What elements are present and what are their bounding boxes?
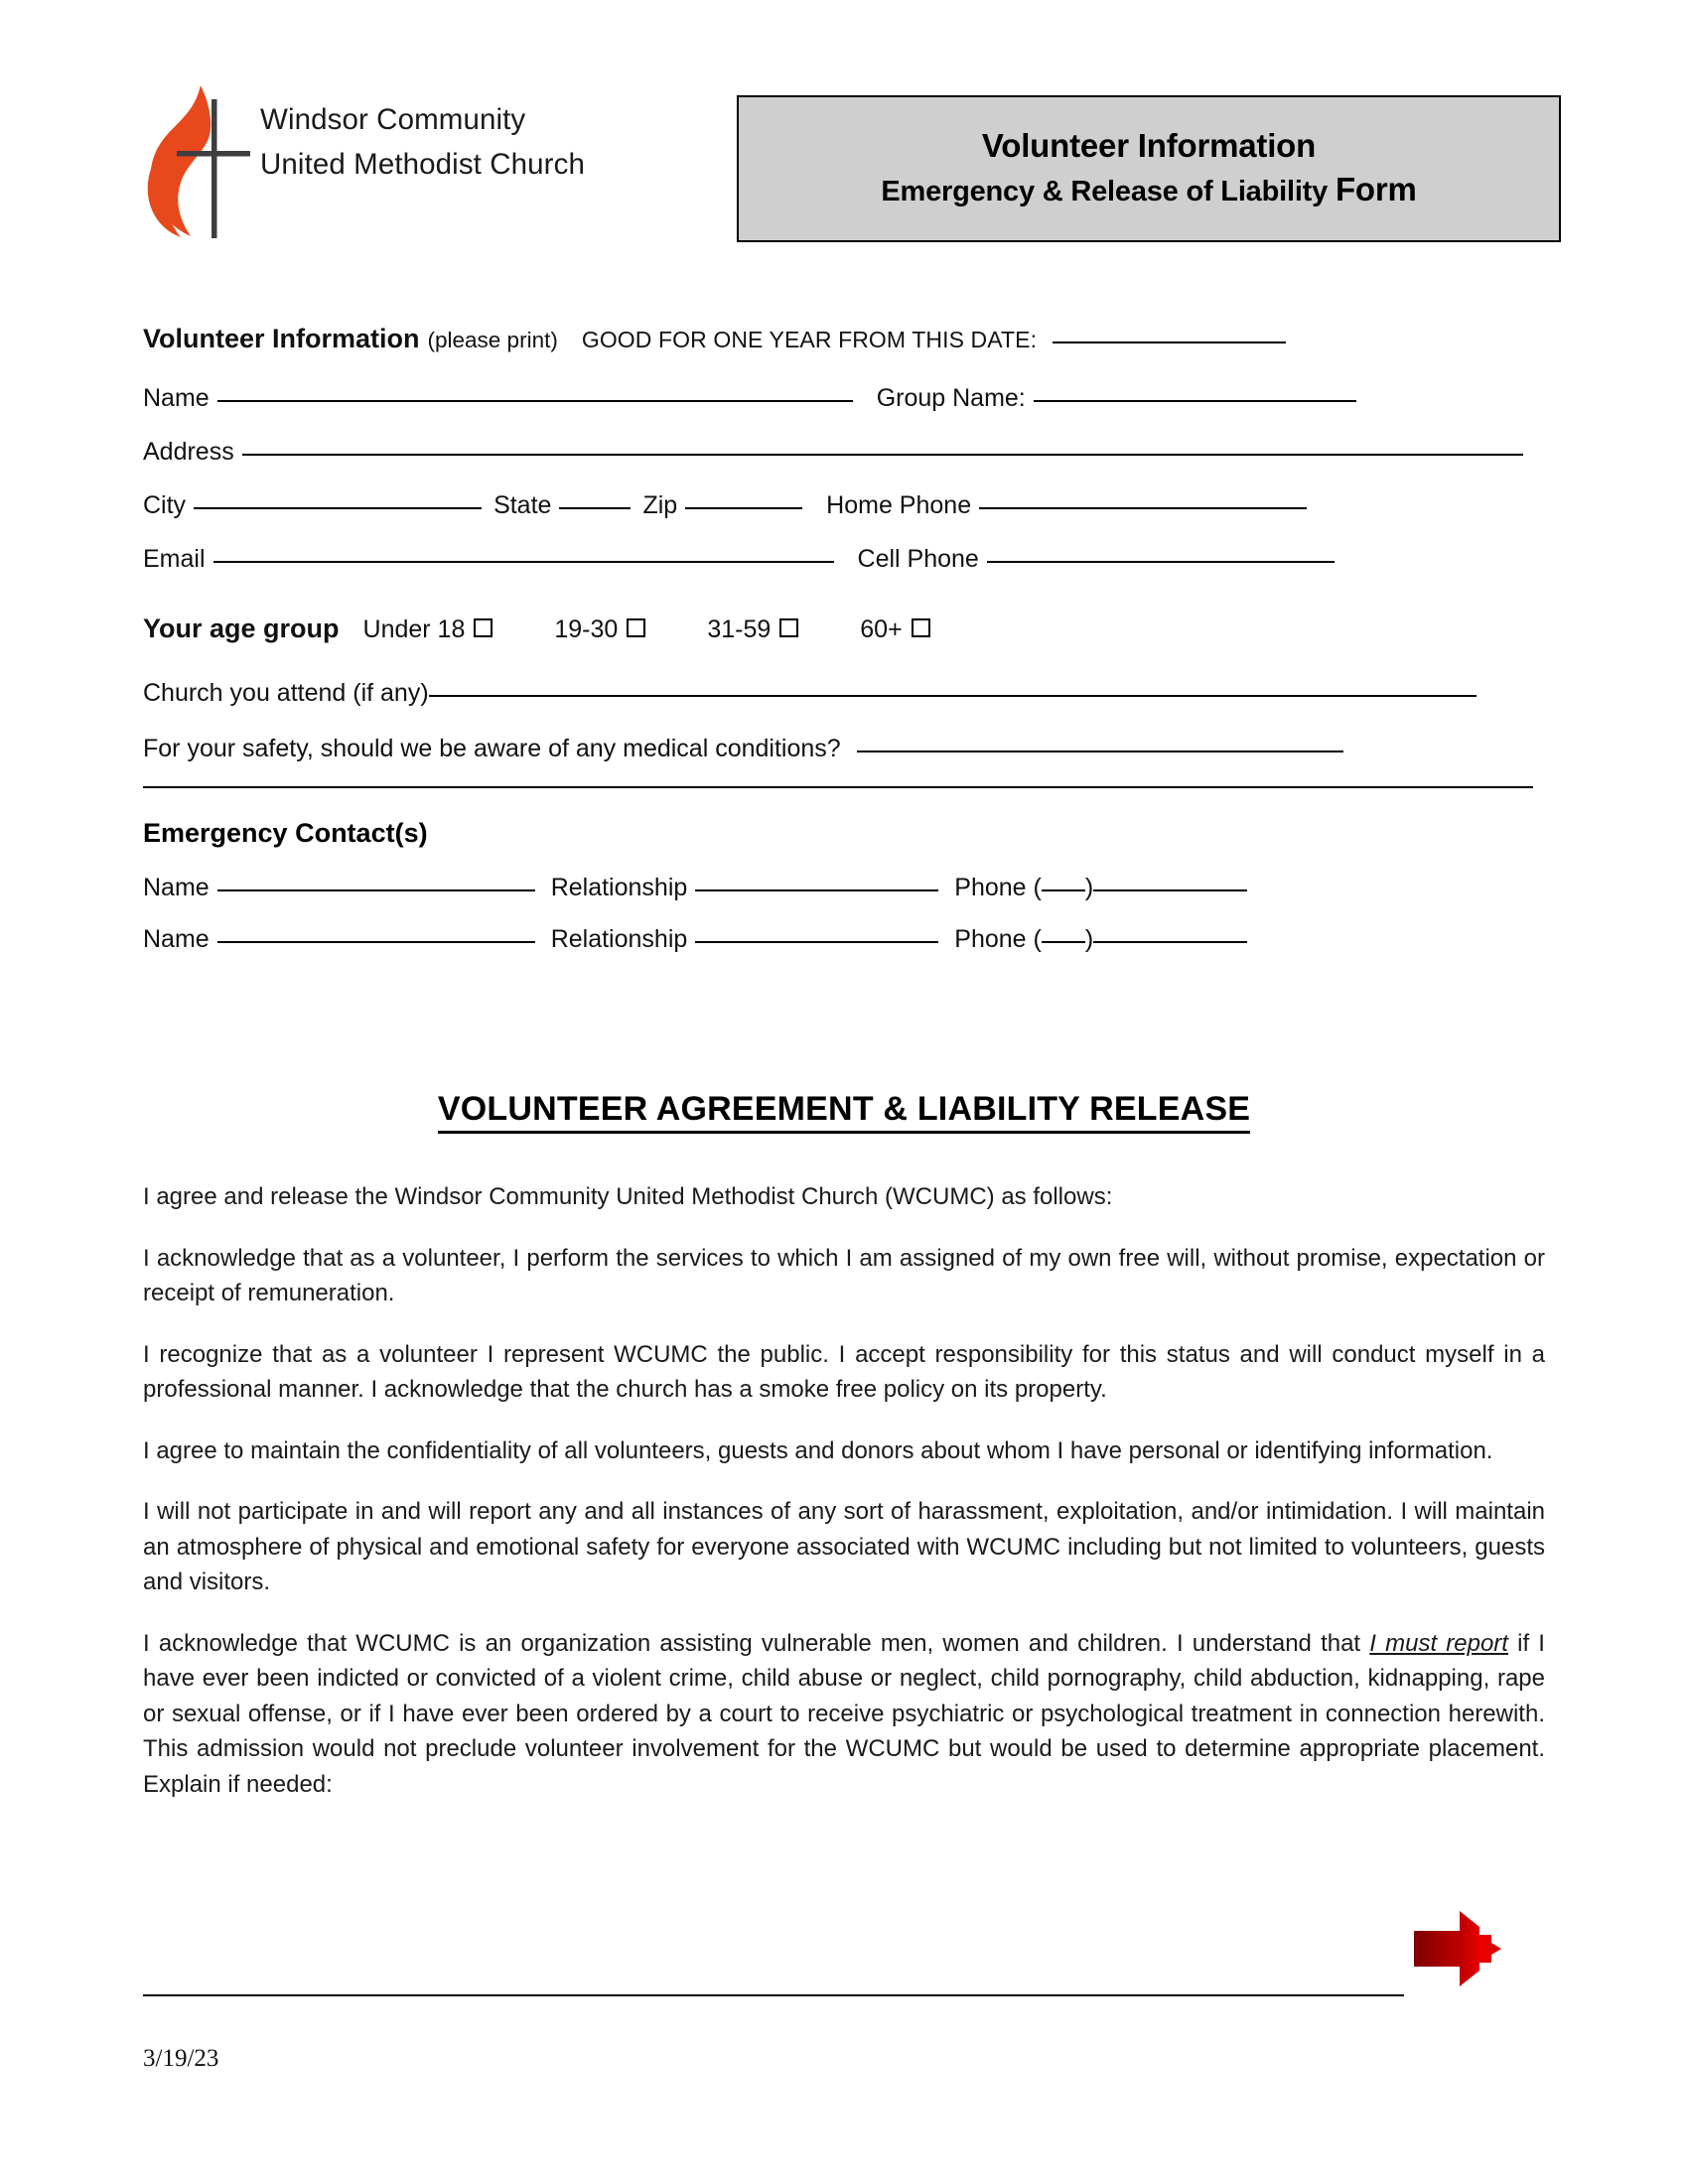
age-option-under-18-checkbox[interactable] [474,618,492,637]
emergency-contact-1-phone-label-open: Phone ( [954,874,1042,901]
right-arrow-icon [1414,1907,1505,1990]
agreement-must-report-emphasis: I must report [1369,1629,1508,1657]
agreement-paragraph-6-before: I acknowledge that WCUMC is an organization assisting vulnerable men, women and children. I understand that [143,1629,1370,1657]
group-name-input-line[interactable] [1034,399,1356,402]
good-for-one-year-label: GOOD FOR ONE YEAR FROM THIS DATE: [581,327,1038,352]
city-label: City [143,491,187,519]
age-option-60-plus-label: 60+ [860,615,903,643]
zip-input-line[interactable] [685,506,802,509]
state-label: State [493,491,552,519]
emergency-contact-2-name-label: Name [143,925,210,953]
organization-name-line1: Windsor Community [260,103,526,136]
church-attend-input-line[interactable] [429,694,1477,697]
emergency-contact-2-relationship-input-line[interactable] [695,940,938,943]
city-input-line[interactable] [194,506,482,509]
email-input-line[interactable] [213,560,834,563]
document-header [0,0,1688,288]
form-title-box [737,95,1561,242]
medical-conditions-label: For your safety, should we be aware of any medical conditions? [143,735,841,762]
address-input-line[interactable] [242,453,1523,456]
cell-phone-label: Cell Phone [857,545,979,573]
agreement-paragraph-1: I agree and release the Windsor Community United Methodist Church (WCUMC) as follows: [143,1183,1113,1210]
umc-cross-and-flame-icon [139,77,258,241]
cell-phone-input-line[interactable] [987,560,1335,563]
form-title-line2 [881,168,1416,213]
agreement-paragraph-4: I agree to maintain the confidentiality of all volunteers, guests and donors about whom I have personal or identifying information. [143,1436,1493,1464]
form-title-line2-form-word: Form [1335,171,1417,207]
zip-label: Zip [642,491,678,519]
name-input-line[interactable] [217,399,853,402]
volunteer-information-form [143,324,1543,954]
name-row [143,383,1543,413]
agreement-paragraph-5: I will not participate in and will report any and all instances of any sort of harassment, exploitation, and/or intimidation. I will maintain an atmosphere of physical and emotional safety for everyone associated with WCUMC including but not limited to volunteers, guests and visitors. [143,1498,1545,1595]
agreement-title [0,1090,1688,1129]
medical-conditions-row [143,734,1543,763]
emergency-contact-1-phone-label-close: ) [1084,874,1094,901]
emergency-contact-1-areacode-line[interactable] [1042,888,1085,891]
email-label: Email [143,545,206,573]
church-attend-label: Church you attend (if any) [143,679,429,707]
medical-conditions-input-line[interactable] [857,750,1343,752]
emergency-contact-1-name-input-line[interactable] [217,888,535,891]
section-note: (please print) [427,328,558,352]
emergency-contacts-heading: Emergency Contact(s) [143,818,428,848]
emergency-contact-row-1 [143,873,1543,902]
address-row [143,437,1543,467]
home-phone-label: Home Phone [826,491,972,519]
medical-conditions-row-2 [143,789,1543,792]
emergency-contact-row-2 [143,924,1543,954]
form-title-line1: Volunteer Information [981,127,1317,164]
organization-name [260,97,737,187]
age-option-19-30-label: 19-30 [554,615,619,643]
emergency-contact-2-name-input-line[interactable] [217,940,535,943]
agreement-paragraph-2: I acknowledge that as a volunteer, I perform the services to which I am assigned of my own free will, without promise, expectation or receipt of remuneration. [143,1244,1545,1306]
emergency-contact-2-phone-label-close: ) [1084,925,1094,953]
date-input-line[interactable] [1053,341,1286,343]
address-label: Address [143,438,234,466]
form-title-line2-main: Emergency & Release of Liability [881,176,1336,207]
age-option-under-18-label: Under 18 [362,615,466,643]
emergency-contact-1-relationship-input-line[interactable] [695,888,938,891]
volunteer-information-heading-row [143,324,1543,355]
church-attend-row [143,678,1543,708]
emergency-contact-2-phone-input-line[interactable] [1093,940,1247,943]
agreement-body [143,1179,1545,1828]
emergency-contact-2-relationship-label: Relationship [550,925,688,953]
age-option-19-30-checkbox[interactable] [627,618,645,637]
city-state-zip-row [143,490,1543,520]
emergency-contact-1-phone-input-line[interactable] [1093,888,1247,891]
emergency-contact-2-areacode-line[interactable] [1042,940,1085,943]
name-label: Name [143,384,210,412]
organization-name-line2: United Methodist Church [260,148,585,181]
agreement-paragraph-6-after: if I have ever been indicted or convicted of a violent crime, child abuse or neglect, child pornography, child abduction, kidnapping, rape or sexual offense, or if I have ever been ordered by a court to receive psychiatric or psychological treatment in connection herewith. This admission would not preclude volunteer involvement for the WCUMC but would be used to determine appropriate placement. Explain if needed: [143,1629,1545,1798]
emergency-contact-2-phone-label-open: Phone ( [954,925,1042,953]
emergency-contact-1-name-label: Name [143,874,210,901]
explain-if-needed-input-line[interactable] [143,1994,1404,1996]
email-cell-row [143,544,1543,574]
age-option-31-59-checkbox[interactable] [779,618,798,637]
age-group-row [143,614,1543,644]
group-name-label: Group Name: [876,384,1026,412]
agreement-paragraph-6 [143,1626,1545,1803]
agreement-paragraph-3: I recognize that as a volunteer I represent WCUMC the public. I accept responsibility for this status and will conduct myself in a professional manner. I acknowledge that the church has a smoke free policy on its property. [143,1340,1545,1403]
age-option-60-plus-checkbox[interactable] [912,618,930,637]
age-group-label: Your age group [143,614,340,643]
agreement-title-text: VOLUNTEER AGREEMENT & LIABILITY RELEASE [438,1090,1250,1134]
home-phone-input-line[interactable] [979,506,1307,509]
age-option-31-59-label: 31-59 [707,615,772,643]
document-revision-date: 3/19/23 [143,2045,219,2072]
medical-conditions-input-line-2[interactable] [143,785,1533,788]
state-input-line[interactable] [559,506,631,509]
section-title: Volunteer Information [143,324,420,353]
emergency-contact-1-relationship-label: Relationship [550,874,688,901]
